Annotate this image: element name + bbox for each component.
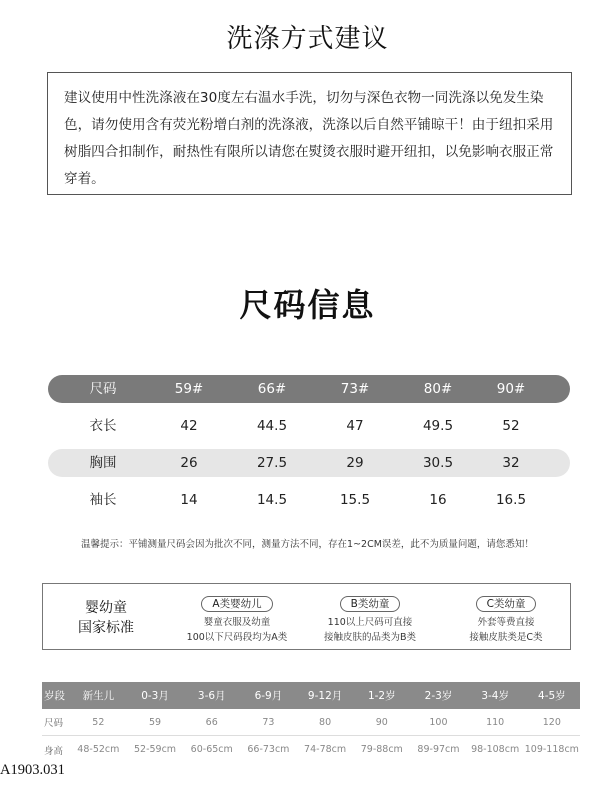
age-height-row bbox=[42, 736, 580, 763]
class-desc-line: 接触皮肤类是C类 bbox=[469, 632, 543, 643]
size-cell: 42 bbox=[180, 418, 198, 434]
sku-code: A1903.031 bbox=[0, 762, 65, 778]
class-desc bbox=[310, 615, 430, 645]
size-header-label: 尺码 bbox=[89, 381, 117, 397]
age-size-row bbox=[42, 709, 580, 736]
size-cell: 14 bbox=[180, 492, 198, 508]
wash-title: 洗涤方式建议 bbox=[226, 24, 389, 54]
size-cell: 14.5 bbox=[256, 492, 288, 508]
age-header-cell: 0-3月 bbox=[141, 690, 169, 702]
standard-heading bbox=[61, 598, 151, 638]
size-title: 尺码信息 bbox=[239, 286, 376, 324]
size-row-length bbox=[48, 412, 570, 440]
class-desc-line: 100以下尺码段均为A类 bbox=[186, 632, 288, 643]
age-cell: 98-108cm bbox=[471, 744, 520, 755]
size-header-cell: 66# bbox=[257, 381, 287, 397]
age-cell: 120 bbox=[542, 716, 561, 728]
size-cell: 52 bbox=[502, 418, 520, 434]
class-desc-line: 外套等费直接 bbox=[477, 617, 535, 628]
size-row-label: 衣长 bbox=[89, 418, 117, 434]
age-cell: 48-52cm bbox=[77, 744, 120, 755]
size-cell: 30.5 bbox=[422, 455, 454, 471]
size-cell: 44.5 bbox=[256, 418, 288, 434]
age-row-label: 身高 bbox=[44, 745, 64, 757]
class-desc bbox=[446, 615, 566, 645]
age-cell: 59 bbox=[148, 716, 162, 728]
age-cell: 66-73cm bbox=[247, 744, 290, 755]
standard-class-c bbox=[446, 592, 566, 645]
size-table bbox=[48, 375, 570, 523]
class-desc-line: 婴童衣服及幼童 bbox=[203, 617, 271, 628]
size-row-chest bbox=[48, 449, 570, 477]
age-header-cell: 6-9月 bbox=[254, 690, 283, 702]
size-cell: 47 bbox=[346, 418, 364, 434]
age-header-cell: 1-2岁 bbox=[367, 690, 396, 702]
wash-instructions: 建议使用中性洗涤液在30度左右温水手洗，切勿与深色衣物一同洗涤以免发生染色，请勿使用含有荧光粉增白剂的洗涤液，洗涤以后自然平铺晾干！由于纽扣采用树脂四合扣制作，耐热性有限所以请您在熨烫衣服时避开纽扣，以免影响衣服正常穿着。 bbox=[47, 72, 572, 195]
size-cell: 29 bbox=[346, 455, 364, 471]
age-cell: 52-59cm bbox=[133, 744, 177, 755]
age-cell: 52 bbox=[92, 716, 105, 728]
age-cell: 89-97cm bbox=[417, 744, 460, 755]
class-desc-line: 接触皮肤的品类为B类 bbox=[323, 632, 417, 643]
size-cell: 16.5 bbox=[495, 492, 527, 508]
class-badge: A类婴幼儿 bbox=[201, 596, 272, 612]
size-cell: 26 bbox=[180, 455, 198, 471]
size-header-row bbox=[48, 375, 570, 403]
age-row-label: 尺码 bbox=[44, 718, 64, 729]
age-cell: 60-65cm bbox=[190, 744, 233, 755]
age-cell: 80 bbox=[319, 716, 332, 728]
age-header-cell: 新生儿 bbox=[82, 690, 115, 702]
age-header-cell: 9-12月 bbox=[307, 690, 343, 702]
standard-box bbox=[42, 583, 571, 650]
age-header-cell: 4-5岁 bbox=[538, 690, 566, 702]
standard-class-b bbox=[310, 592, 430, 645]
age-cell: 79-88cm bbox=[360, 744, 403, 755]
age-cell: 109-118cm bbox=[524, 744, 579, 755]
age-cell: 110 bbox=[486, 716, 505, 728]
age-cell: 73 bbox=[262, 716, 275, 728]
size-row-label: 袖长 bbox=[89, 492, 117, 508]
size-header-cell: 73# bbox=[340, 381, 370, 397]
age-cell: 90 bbox=[375, 716, 388, 728]
age-header-cell: 3-4岁 bbox=[481, 690, 509, 702]
size-row-label: 胸围 bbox=[89, 455, 117, 471]
age-size-table bbox=[42, 682, 580, 763]
class-desc bbox=[177, 615, 297, 645]
age-header-cell: 3-6月 bbox=[197, 690, 226, 702]
size-cell: 32 bbox=[502, 455, 520, 471]
size-cell: 15.5 bbox=[339, 492, 371, 508]
size-header-cell: 80# bbox=[423, 381, 453, 397]
age-header-cell: 2-3岁 bbox=[424, 690, 453, 702]
age-cell: 66 bbox=[205, 716, 218, 728]
class-desc-line: 110以上尺码可直接 bbox=[327, 617, 413, 628]
size-cell: 49.5 bbox=[422, 418, 454, 434]
size-header-cell: 90# bbox=[496, 381, 526, 397]
age-header-label: 岁段 bbox=[44, 690, 65, 702]
size-cell: 16 bbox=[429, 492, 447, 508]
class-badge: C类幼童 bbox=[476, 596, 537, 612]
class-badge: B类幼童 bbox=[340, 596, 401, 612]
size-row-sleeve bbox=[48, 486, 570, 514]
age-cell: 74-78cm bbox=[304, 744, 347, 755]
size-note: 温馨提示：平铺测量尺码会因为批次不同，测量方法不同，存在1~2CM误差，此不为质量问题，请您悉知！ bbox=[81, 539, 534, 550]
size-header-cell: 59# bbox=[174, 381, 204, 397]
standard-class-a bbox=[177, 592, 297, 645]
standard-heading-line1: 婴幼童 bbox=[85, 600, 127, 616]
age-header-row bbox=[42, 682, 580, 709]
standard-heading-line2: 国家标准 bbox=[78, 620, 134, 636]
size-cell: 27.5 bbox=[256, 455, 288, 471]
age-cell: 100 bbox=[429, 716, 448, 728]
